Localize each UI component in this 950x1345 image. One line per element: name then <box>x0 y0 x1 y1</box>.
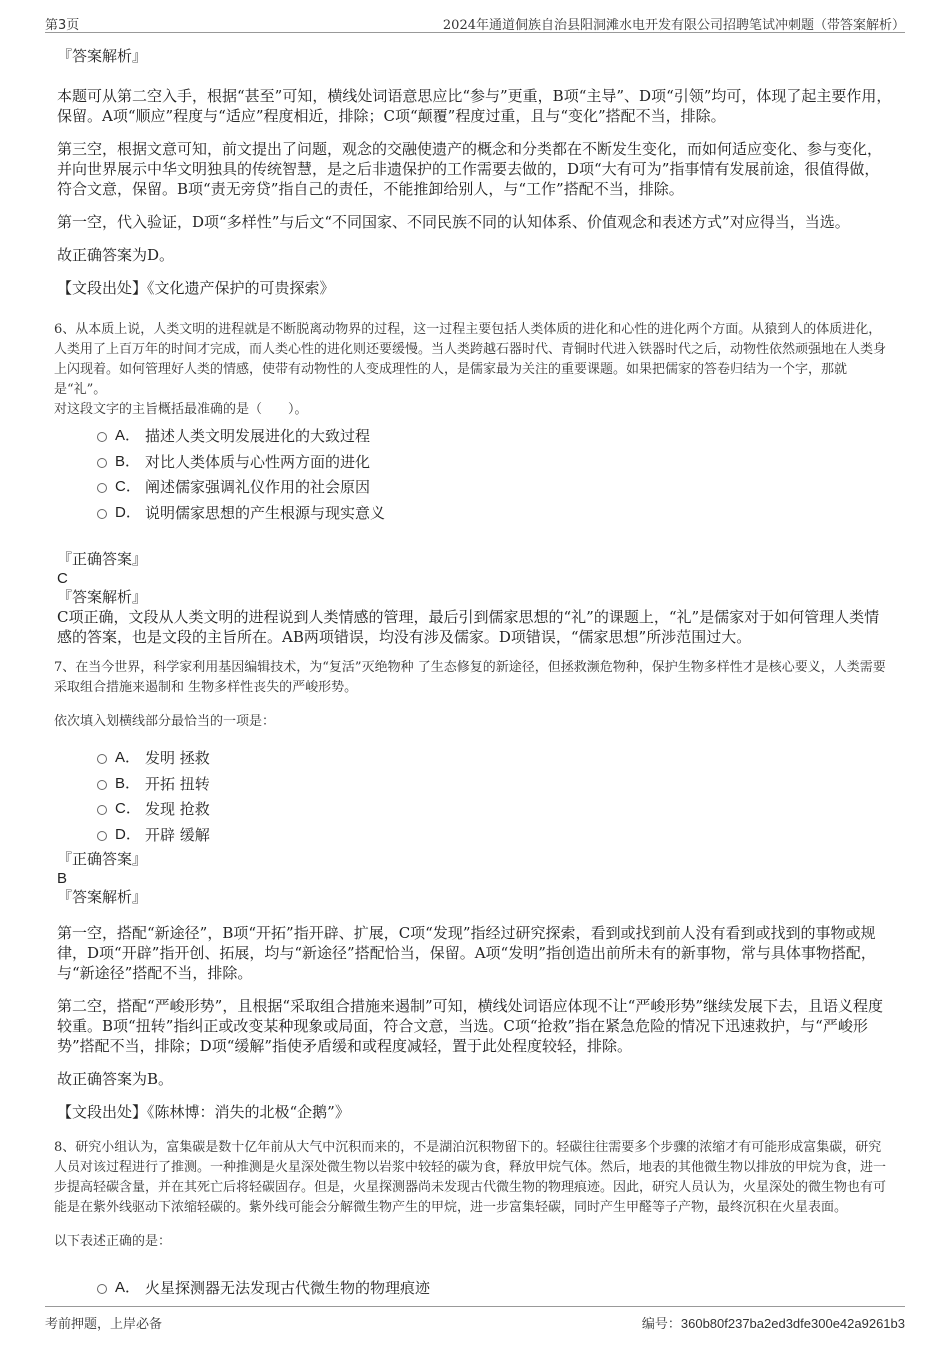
option-text: 火星探测器无法发现古代微生物的物理痕迹 <box>145 1279 431 1297</box>
page-content <box>54 42 893 1304</box>
radio-icon[interactable] <box>97 1284 107 1294</box>
q7-answer-conclusion: 故正确答案为B。 <box>57 1070 174 1088</box>
radio-icon[interactable] <box>97 780 107 790</box>
q6-answer-value: C <box>57 570 68 587</box>
q6-option-b[interactable] <box>57 452 893 478</box>
q7-answer-label: 『正确答案』 <box>57 850 148 868</box>
q5-analysis-paragraph: 第三空，根据文意可知，前文提出了问题，观念的交融使遗产的概念和分类都在不断发生变化，而如何适应变化、参与变化，并向世界展示中华文明独具的传统智慧，是之后非遗保护的工作需要去做的，D项“大有可为”指事情有发展前途，很值得做，符合文意，保留。B项“责无旁贷”指自己的责任，不能推卸给别人，与“工作”搭配不当，排除。 <box>57 140 883 198</box>
radio-icon[interactable] <box>97 458 107 468</box>
q5-analysis-paragraph: 本题可从第二空入手，根据“甚至”可知，横线处词语意思应比“参与”更重，B项“主导”、D项“引领”均可，体现了起主要作用，保留。A项“顺应”程度与“适应”程度相近，排除；C项“颠覆”程度过重，且与“变化”搭配不当，排除。 <box>57 87 892 125</box>
option-text: 发现 抢救 <box>145 800 210 818</box>
radio-icon[interactable] <box>97 483 107 493</box>
document-code-value: 360b80f237ba2ed3dfe300e42a9261b3 <box>680 1316 905 1331</box>
option-text: 对比人类体质与心性两方面的进化 <box>145 452 371 471</box>
q6-option-d[interactable] <box>57 503 893 529</box>
q5-analysis-paragraph: 第一空，代入验证，D项“多样性”与后文“不同国家、不同民族不同的认知体系、价值观念和表述方式”对应得当，当选。 <box>57 213 850 231</box>
q7-analysis-paragraph: 第一空，搭配“新途径”，B项“开拓”指开辟、扩展，C项“发现”指经过研究探索，看到或找到前人没有看到或找到的事物或规律，D项“开辟”指开创、拓展，均与“新途径”搭配恰当，保留。A项“发明”指创造出前所未有的新事物，常与具体事物搭配，与“新途径”搭配不当，排除。 <box>57 924 876 982</box>
option-letter: D． <box>115 503 141 521</box>
page-number: 第3页 <box>45 18 80 33</box>
q7-option-c[interactable] <box>57 799 893 825</box>
option-letter: C． <box>115 800 141 817</box>
page-footer <box>45 1306 905 1332</box>
option-text: 描述人类文明发展进化的大致过程 <box>145 427 371 445</box>
q6-answer-label: 『正确答案』 <box>57 550 148 568</box>
option-text: 说明儒家思想的产生根源与现实意义 <box>145 503 386 522</box>
option-letter: B． <box>115 774 141 792</box>
q6-stem: 6、从本质上说，人类文明的进程就是不断脱离动物界的过程，这一过程主要包括人类体质的进化和心性的进化两个方面。从猿到人的体质进化，人类用了上百万年的时间才完成，而人类心性的进化则还要缓慢。当人类跨越石器时代、青铜时代进入铁器时代之后，动物性依然顽强地在人类身上闪现着。如何管理好人类的情感，使带有动物性的人变成理性的人，是儒家最为关注的重要课题。如果把儒家的答卷归结为一个字，那就是“礼”。 <box>54 322 887 397</box>
q8-question: 以下表述正确的是： <box>54 1234 172 1249</box>
option-text: 阐述儒家强调礼仪作用的社会原因 <box>145 478 371 496</box>
page-header <box>45 10 905 33</box>
radio-icon[interactable] <box>97 805 107 815</box>
option-letter: C． <box>115 478 141 495</box>
q7-answer-value: B <box>57 870 68 887</box>
q7-option-b[interactable] <box>57 774 893 800</box>
q7-option-a[interactable] <box>57 748 893 774</box>
document-code <box>642 1313 905 1332</box>
option-text: 发明 拯救 <box>145 749 210 767</box>
q6-question: 对这段文字的主旨概括最准确的是（ ）。 <box>54 402 308 417</box>
radio-icon[interactable] <box>97 432 107 442</box>
option-letter: D． <box>115 825 141 843</box>
document-title: 2024年通道侗族自治县阳洞滩水电开发有限公司招聘笔试冲刺题（带答案解析） <box>442 18 905 33</box>
q7-source: 【文段出处】《陈林博：消失的北极“企鹅”》 <box>57 1103 350 1121</box>
q5-answer-conclusion: 故正确答案为D。 <box>57 246 175 264</box>
q5-source: 【文段出处】《文化遗产保护的可贵探索》 <box>57 279 335 297</box>
q5-analysis-label: 『答案解析』 <box>57 47 148 65</box>
q7-question: 依次填入划横线部分最恰当的一项是： <box>54 714 276 729</box>
option-letter: A． <box>115 749 141 766</box>
q7-analysis-label: 『答案解析』 <box>57 888 148 906</box>
q6-option-a[interactable] <box>57 426 893 452</box>
radio-icon[interactable] <box>97 831 107 841</box>
q6-option-c[interactable] <box>57 477 893 503</box>
q7-option-d[interactable] <box>57 825 893 851</box>
q6-analysis: C项正确，文段从人类文明的进程说到人类情感的管理，最后引到儒家思想的“礼”的课题上，“礼”是儒家对于如何管理人类情感的答案，也是文段的主旨所在。AB两项错误，均没有涉及儒家。D项错误，“儒家思想”所涉范围过大。 <box>57 608 880 646</box>
document-code-label: 编号： <box>641 1317 681 1332</box>
q8-stem: 8、研究小组认为，富集碳是数十亿年前从大气中沉积而来的，不是湖泊沉积物留下的。轻碳往往需要多个步骤的浓缩才有可能形成富集碳，研究人员对该过程进行了推测。一种推测是火星深处微生物以岩浆中较轻的碳为食，释放甲烷气体。然后，地表的其他微生物以排放的甲烷为食，进一步提高轻碳含量，并在其死亡后将轻碳固存。但是，火星探测器尚未发现古代微生物的物理痕迹。因此，研究人员认为，火星深处的微生物也有可能是在紫外线驱动下浓缩轻碳的。紫外线可能会分解微生物产生的甲烷，进一步富集轻碳，同时产生甲醛等子产物，最终沉积在火星表面。 <box>54 1140 887 1215</box>
radio-icon[interactable] <box>97 754 107 764</box>
option-letter: A． <box>115 427 141 444</box>
option-text: 开辟 缓解 <box>145 825 210 844</box>
radio-icon[interactable] <box>97 509 107 519</box>
option-letter: B． <box>115 452 141 470</box>
option-letter: A． <box>115 1279 141 1296</box>
option-text: 开拓 扭转 <box>145 774 210 793</box>
q7-stem: 7、在当今世界，科学家利用基因编辑技术，为“复活”灭绝物种 了生态修复的新途径，但拯救濒危物种，保护生物多样性才是核心要义，人类需要采取组合措施来遏制和 生物多样性丧失的严峻形势。 <box>54 660 886 695</box>
q6-analysis-label: 『答案解析』 <box>57 588 148 606</box>
footer-slogan: 考前押题，上岸必备 <box>45 1317 163 1332</box>
q8-option-a[interactable] <box>57 1278 893 1304</box>
q7-analysis-paragraph: 第二空，搭配“严峻形势”，且根据“采取组合措施来遏制”可知，横线处词语应体现不让“严峻形势”继续发展下去，且语义程度较重。B项“扭转”指纠正或改变某种现象或局面，符合文意，当选。C项“抢救”指在紧急危险的情况下迅速救护，与“严峻形势”搭配不当，排除；D项“缓解”指使矛盾缓和或程度减轻，置于此处程度较轻，排除。 <box>57 997 884 1055</box>
